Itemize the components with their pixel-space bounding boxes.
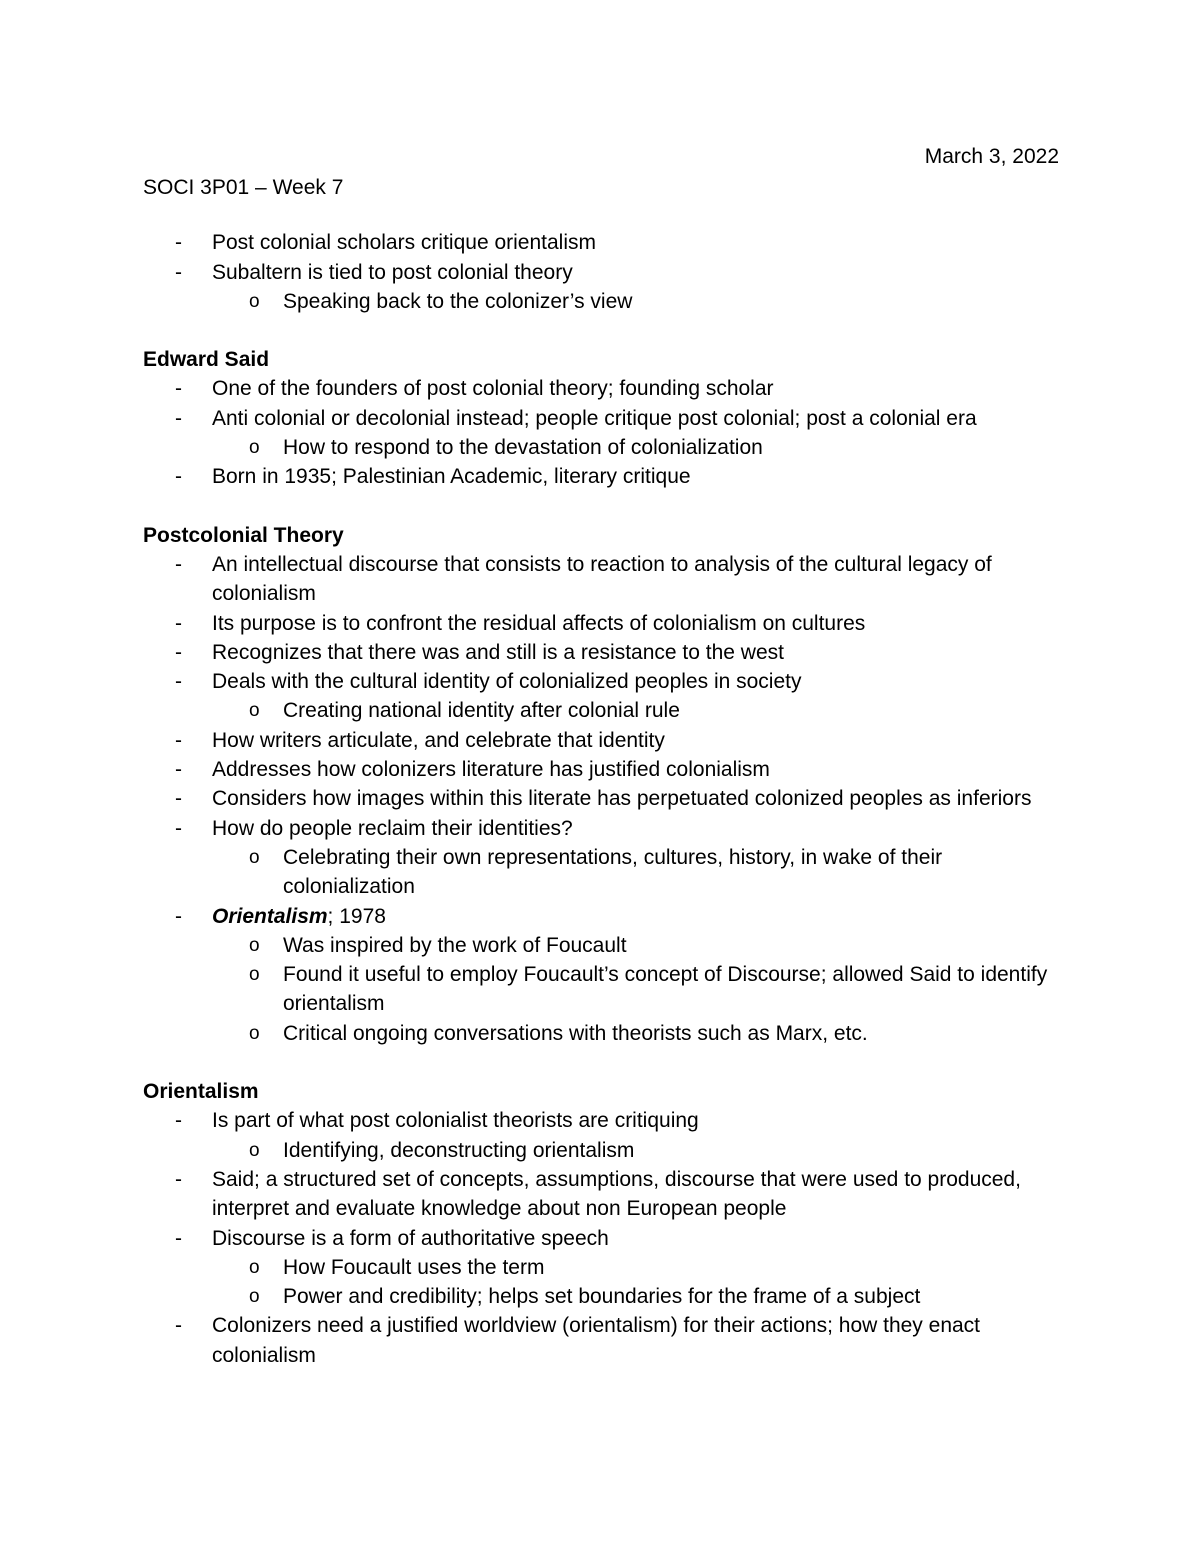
- circle-bullet-marker: o: [249, 1256, 260, 1278]
- bullet-item: [143, 902, 1073, 1048]
- section-heading: Edward Said: [143, 348, 270, 372]
- sub-bullet-text: Celebrating their own representations, cultures, history, in wake of their colonialization: [283, 845, 943, 899]
- dash-bullet-marker: -: [175, 406, 182, 430]
- circle-bullet-marker: o: [249, 290, 260, 312]
- sub-bullet-list: [212, 287, 1073, 316]
- bullet-text: Born in 1935; Palestinian Academic, literary critique: [212, 465, 691, 489]
- sub-bullet-text: Found it useful to employ Foucault’s concept of Discourse; allowed Said to identify orientalism: [283, 963, 1048, 1016]
- bullet-text: Colonizers need a justified worldview (orientalism) for their actions; how they enact colonialism: [212, 1314, 981, 1367]
- bullet-text: Post colonial scholars critique orientalism: [212, 231, 596, 255]
- sub-bullet-list: [212, 696, 1073, 725]
- dash-bullet-marker: -: [175, 758, 182, 782]
- dash-bullet-marker: -: [175, 260, 182, 284]
- bullet-item: [143, 755, 1073, 784]
- bullet-item: [143, 1311, 1073, 1370]
- bullet-item: [143, 374, 1073, 403]
- bullet-text: How do people reclaim their identities?: [212, 816, 573, 840]
- bullet-text: Deals with the cultural identity of colonialized peoples in society: [212, 670, 802, 694]
- dash-bullet-marker: -: [175, 552, 182, 576]
- bullet-item: [143, 609, 1073, 638]
- sub-bullet-list: [212, 843, 1073, 902]
- dash-bullet-marker: -: [175, 231, 182, 255]
- bullet-item: [143, 258, 1073, 317]
- sub-bullet-list: [212, 1253, 1073, 1312]
- sub-bullet-list: [212, 931, 1073, 1048]
- sub-bullet-item: [212, 433, 1073, 462]
- circle-bullet-marker: o: [249, 846, 260, 868]
- sub-bullet-text: How Foucault uses the term: [283, 1255, 545, 1279]
- dash-bullet-marker: -: [175, 1167, 182, 1191]
- intro-section: [143, 228, 1073, 316]
- bullet-text: ; 1978: [327, 904, 386, 928]
- dash-bullet-marker: -: [175, 1109, 182, 1133]
- notes-section: [143, 345, 1073, 491]
- dash-bullet-marker: -: [175, 670, 182, 694]
- bullet-item: [143, 228, 1073, 257]
- sub-bullet-item: [212, 1136, 1073, 1165]
- bullet-list: [143, 1106, 1073, 1370]
- bullet-list: [143, 550, 1073, 1048]
- bullet-item: [143, 1106, 1073, 1165]
- sub-bullet-item: [212, 1019, 1073, 1048]
- sub-bullet-list: [212, 1136, 1073, 1165]
- sub-bullet-item: [212, 931, 1073, 960]
- bullet-item: [143, 814, 1073, 902]
- bullet-item: [143, 784, 1073, 813]
- bullet-item: [143, 726, 1073, 755]
- sub-bullet-item: [212, 843, 1073, 902]
- circle-bullet-marker: o: [249, 934, 260, 956]
- note-date: March 3, 2022: [924, 145, 1059, 168]
- bullet-text: Its purpose is to confront the residual affects of colonialism on cultures: [212, 611, 866, 635]
- bullet-item: [143, 462, 1073, 491]
- sub-bullet-text: Was inspired by the work of Foucault: [283, 933, 627, 957]
- section-heading: Orientalism: [143, 1080, 259, 1104]
- bullet-text: Said; a structured set of concepts, assumptions, discourse that were used to produced, interpret and evaluate knowledge about non European people: [212, 1167, 1021, 1221]
- bullet-text: One of the founders of post colonial theory; founding scholar: [212, 377, 774, 401]
- circle-bullet-marker: o: [249, 700, 260, 722]
- bullet-item: [143, 550, 1073, 609]
- bullet-text: Addresses how colonizers literature has justified colonialism: [212, 758, 770, 782]
- course-title: SOCI 3P01 – Week 7: [143, 176, 344, 199]
- bullet-text: Anti colonial or decolonial instead; people critique post colonial; post a colonial era: [212, 406, 977, 430]
- dash-bullet-marker: -: [175, 377, 182, 401]
- bullet-text: Considers how images within this literate has perpetuated colonized peoples as inferiors: [212, 787, 1032, 811]
- dash-bullet-marker: -: [175, 611, 182, 635]
- bullet-text: An intellectual discourse that consists to reaction to analysis of the cultural legacy of colonialism: [212, 552, 992, 606]
- dash-bullet-marker: -: [175, 904, 182, 928]
- bullet-item: [143, 1165, 1073, 1224]
- sub-bullet-list: [212, 433, 1073, 462]
- sub-bullet-text: Critical ongoing conversations with theorists such as Marx, etc.: [283, 1021, 868, 1045]
- dash-bullet-marker: -: [175, 465, 182, 489]
- bullet-text: Discourse is a form of authoritative speech: [212, 1226, 609, 1250]
- notes-section: [143, 1077, 1073, 1370]
- dash-bullet-marker: -: [175, 728, 182, 752]
- sub-bullet-text: How to respond to the devastation of colonialization: [283, 436, 763, 460]
- circle-bullet-marker: o: [249, 1286, 260, 1308]
- sub-bullet-item: [212, 696, 1073, 725]
- dash-bullet-marker: -: [175, 1226, 182, 1250]
- sub-bullet-text: Creating national identity after colonial rule: [283, 699, 680, 723]
- section-heading: Postcolonial Theory: [143, 523, 344, 547]
- notes-body: [143, 173, 1073, 1399]
- notes-section: [143, 521, 1073, 1048]
- sub-bullet-text: Speaking back to the colonizer’s view: [283, 289, 633, 313]
- sub-bullet-item: [212, 960, 1073, 1019]
- dash-bullet-marker: -: [175, 640, 182, 664]
- sub-bullet-text: Identifying, deconstructing orientalism: [283, 1138, 635, 1162]
- bullet-list: [143, 374, 1073, 491]
- circle-bullet-marker: o: [249, 1022, 260, 1044]
- bullet-item: [143, 667, 1073, 726]
- bullet-text: How writers articulate, and celebrate that identity: [212, 728, 665, 752]
- dash-bullet-marker: -: [175, 1314, 182, 1338]
- bullet-item: [143, 1224, 1073, 1312]
- intro-bullet-list: [143, 228, 1073, 316]
- emphasized-title: Orientalism: [212, 904, 328, 928]
- sub-bullet-item: [212, 1253, 1073, 1282]
- dash-bullet-marker: -: [175, 816, 182, 840]
- sub-bullet-item: [212, 1282, 1073, 1311]
- circle-bullet-marker: o: [249, 1139, 260, 1161]
- bullet-item: [143, 638, 1073, 667]
- sub-bullet-text: Power and credibility; helps set boundaries for the frame of a subject: [283, 1285, 921, 1309]
- bullet-text: Recognizes that there was and still is a resistance to the west: [212, 640, 784, 664]
- sub-bullet-item: [212, 287, 1073, 316]
- dash-bullet-marker: -: [175, 787, 182, 811]
- bullet-item: [143, 404, 1073, 463]
- circle-bullet-marker: o: [249, 964, 260, 986]
- sections-container: [143, 345, 1073, 1370]
- circle-bullet-marker: o: [249, 437, 260, 459]
- bullet-text: Subaltern is tied to post colonial theory: [212, 260, 573, 284]
- bullet-text: Is part of what post colonialist theorists are critiquing: [212, 1109, 699, 1133]
